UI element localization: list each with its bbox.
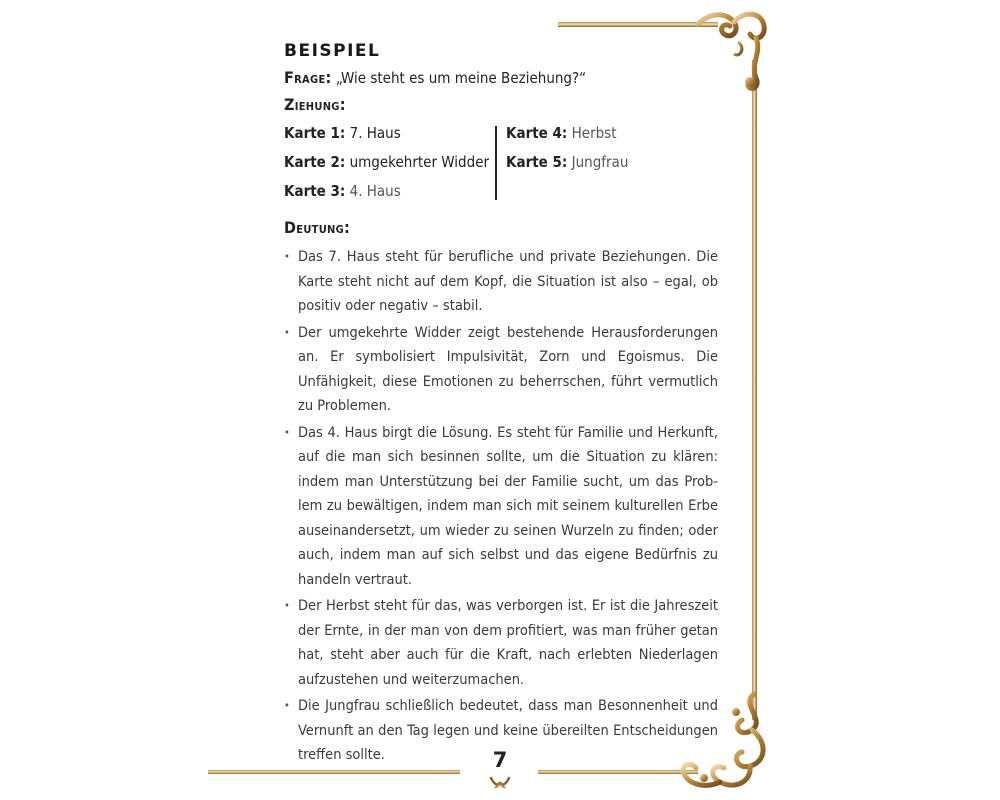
card-entry-2 bbox=[284, 151, 490, 180]
list-item: • Der Herbst steht für das, was verborgen ist. Er ist die Jahreszeit der Ernte, in der man von dem profitiert, was man früher getan hat, steht aber auch für die Kraft, nach erlebten Niederlagen aufzustehen und weiterzumachen. bbox=[284, 594, 718, 692]
card-entry-4 bbox=[506, 122, 706, 151]
interpretation-list bbox=[284, 245, 724, 768]
question-text: „Wie steht es um meine Beziehung?“ bbox=[335, 69, 587, 87]
card-value: umgekehrter Widder bbox=[349, 153, 490, 171]
list-item: • Die Jungfrau schließlich bedeutet, dass man Besonnenheit und Vernunft an den Tag legen und keine übereilten Entscheidungen treffen sollte. bbox=[284, 694, 718, 768]
card-value: Jungfrau bbox=[571, 153, 629, 171]
page-number: 7 bbox=[492, 748, 508, 772]
card-key: Karte 2: bbox=[284, 153, 346, 171]
card-entry-1 bbox=[284, 122, 490, 151]
card-entry-3 bbox=[284, 180, 490, 209]
page-content bbox=[284, 40, 724, 770]
card-column-left bbox=[284, 122, 490, 209]
frame-bottom-left-line bbox=[208, 770, 460, 774]
card-entry-5 bbox=[506, 151, 706, 180]
frame-right-line bbox=[752, 60, 757, 720]
card-spread bbox=[284, 122, 724, 212]
card-value: 4. Haus bbox=[349, 182, 401, 200]
draw-label: Ziehung: bbox=[284, 95, 346, 114]
card-value: Herbst bbox=[571, 124, 617, 142]
question-row bbox=[284, 67, 724, 89]
card-key: Karte 5: bbox=[506, 153, 568, 171]
section-title: BEISPIEL bbox=[284, 41, 381, 61]
list-item: • Das 7. Haus steht für berufliche und private Beziehungen. Die Karte steht nicht auf dem Kopf, die Situation ist also – egal, ob positiv oder negativ – stabil. bbox=[284, 245, 718, 319]
page-number-ornament-icon bbox=[489, 776, 511, 790]
question-label: Frage: bbox=[284, 68, 332, 87]
card-key: Karte 3: bbox=[284, 182, 346, 200]
card-key: Karte 4: bbox=[506, 124, 568, 142]
card-key: Karte 1: bbox=[284, 124, 346, 142]
interpretation-label: Deutung: bbox=[284, 218, 351, 237]
list-item: • Der umgekehrte Widder zeigt bestehende Herausforderungen an. Er symbolisiert Impulsivität, Zorn und Egoismus. Die Unfähigkeit, diese Emotionen zu beherrschen, führt vermutlich zu Problemen. bbox=[284, 321, 718, 419]
card-column-right bbox=[506, 122, 706, 180]
frame-bottom-right-line bbox=[538, 770, 698, 774]
card-value: 7. Haus bbox=[349, 124, 401, 142]
list-item: • Das 4. Haus birgt die Lösung. Es steht für Familie und Herkunft, auf die man sich besinnen sollte, um die Situation zu klären: indem man Unterstützung bei der Familie sucht, um das Prob-lem zu bewältigen, indem man sich mit seinem kulturellen Erbe auseinandersetzt, um wieder zu seinen Wurzeln zu finden; oder auch, indem man auf sich selbst und das eigene Bedürfnis zu handeln vertraut. bbox=[284, 421, 718, 593]
column-divider bbox=[495, 126, 497, 200]
